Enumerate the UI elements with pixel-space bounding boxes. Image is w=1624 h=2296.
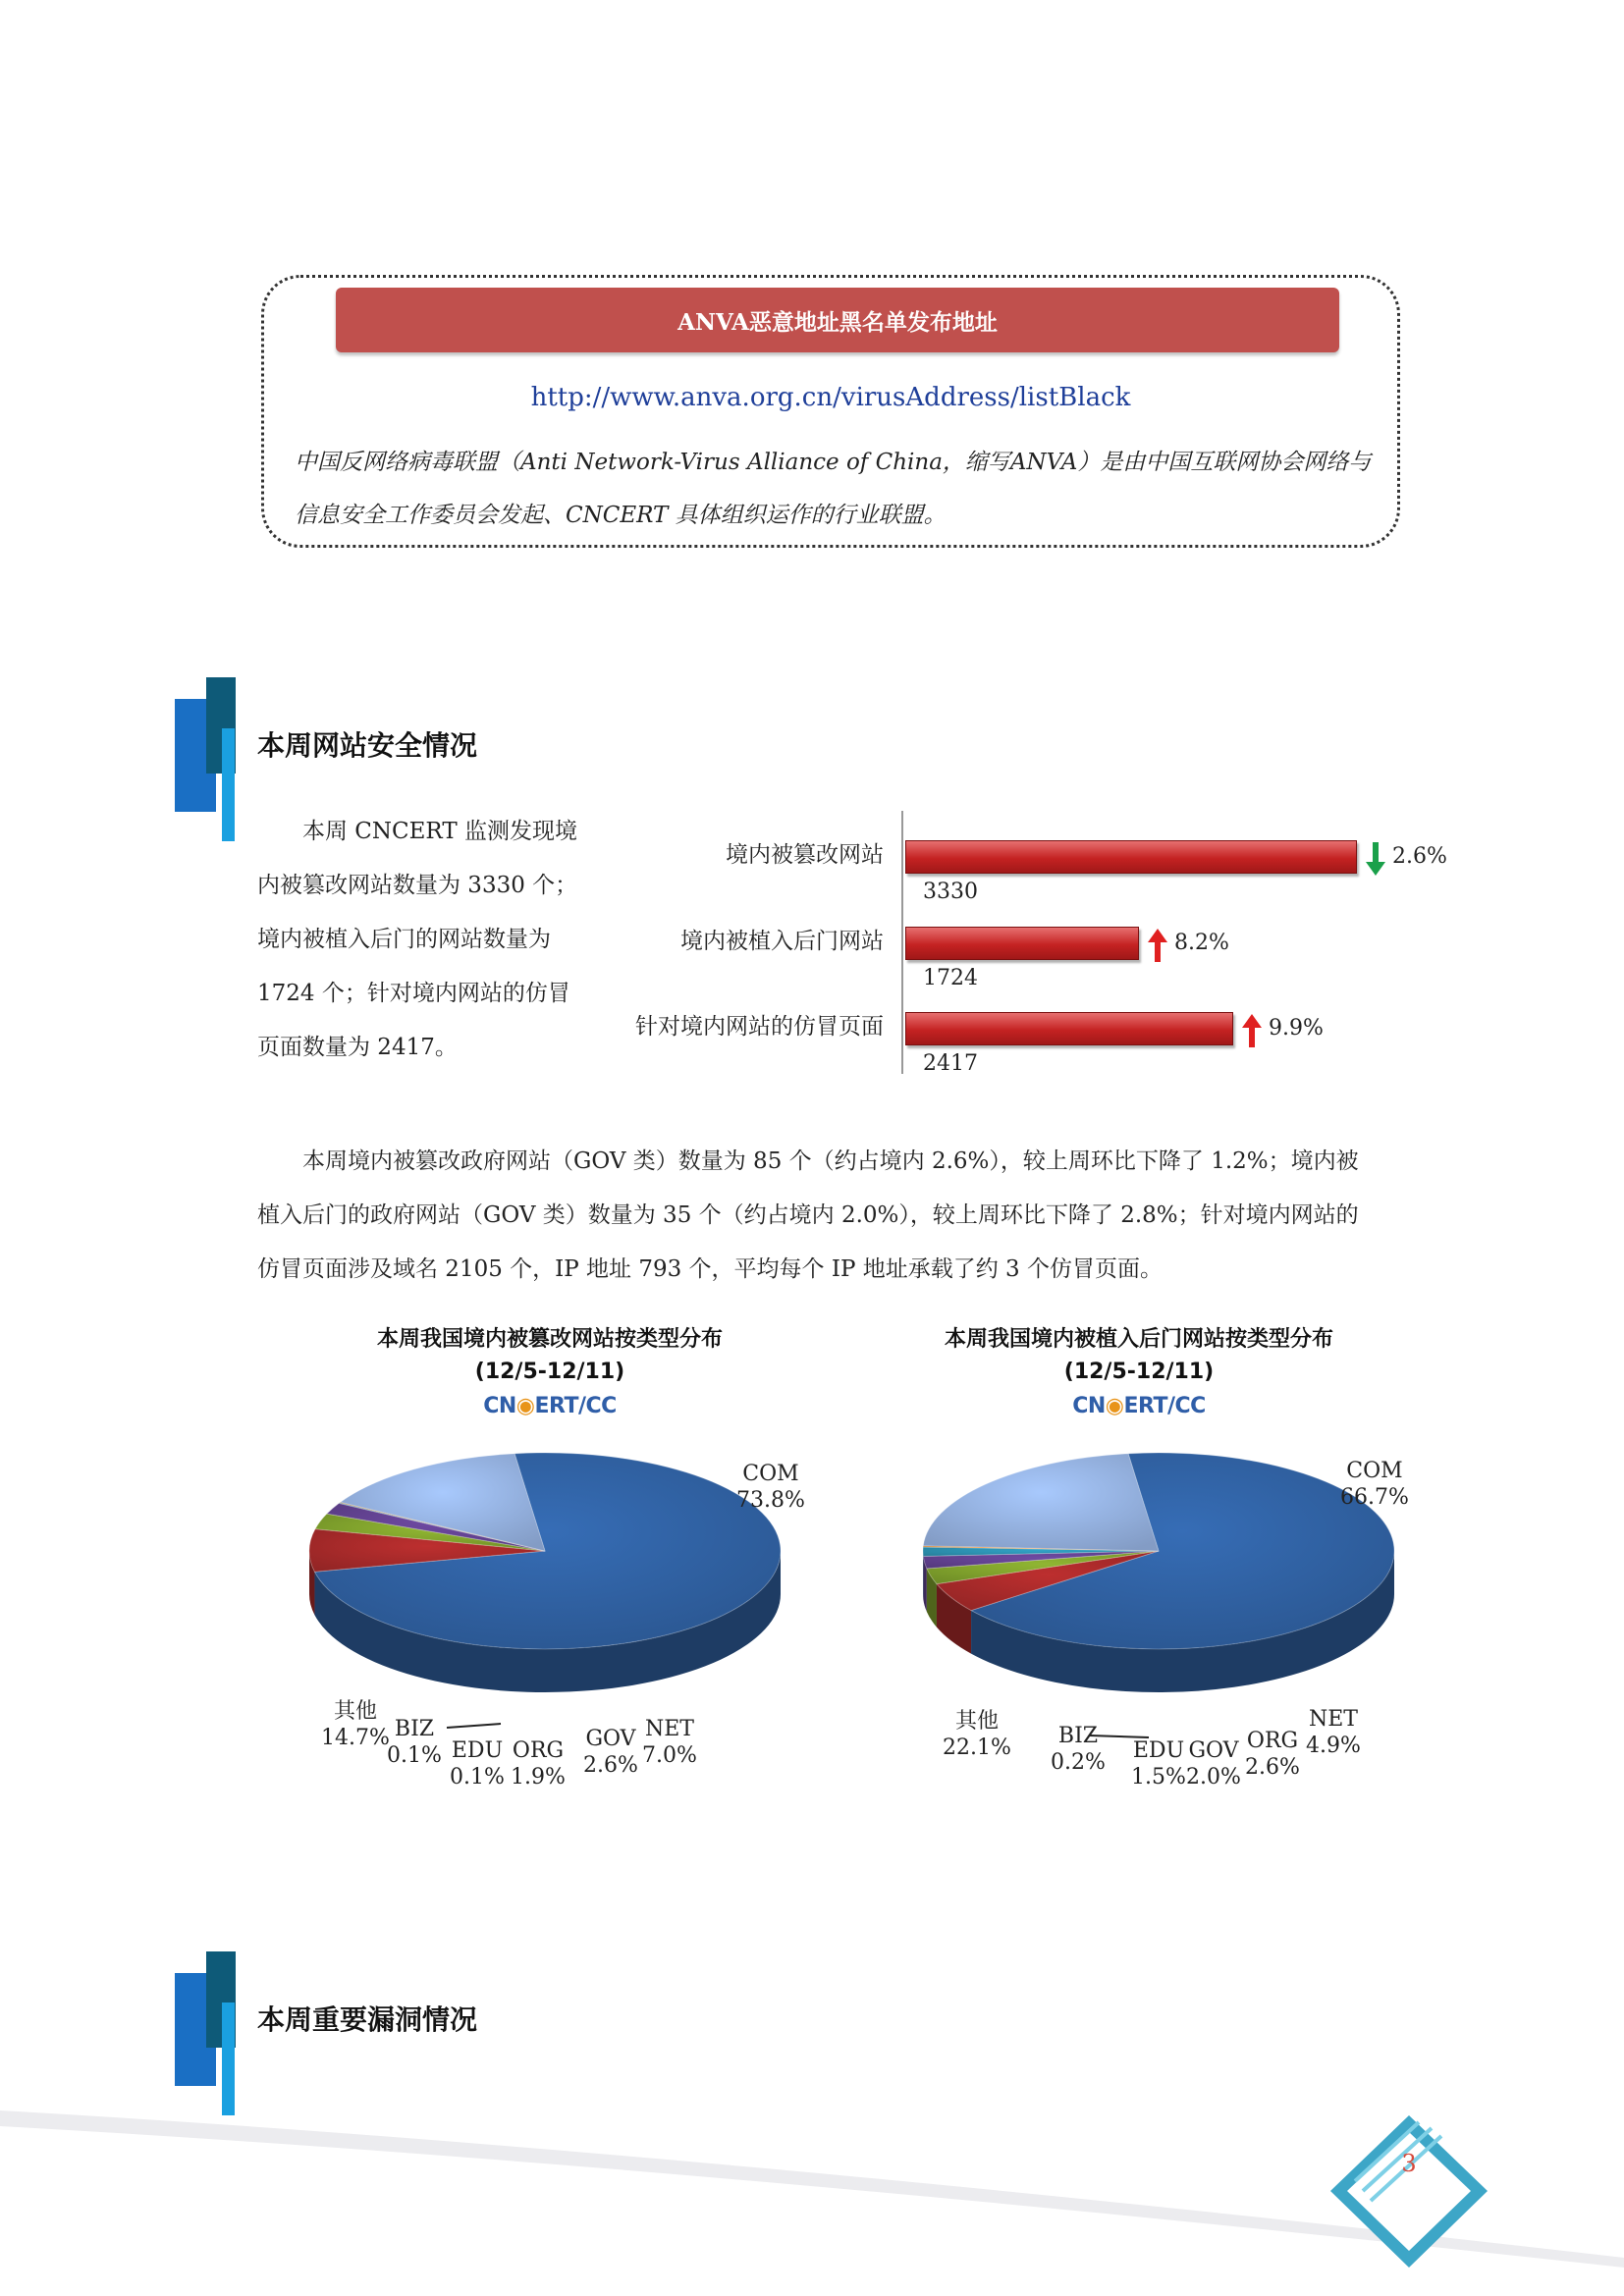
pie-label-value: 2.6% [1245, 1755, 1300, 1780]
bar-value-label: 1724 [923, 966, 978, 990]
bar-category-label: 境内被植入后门网站 [680, 929, 884, 954]
pie2-title: 本周我国境内被植入后门网站按类型分布 [944, 1327, 1333, 1352]
pie-label-name: EDU [451, 1738, 504, 1763]
pie-label-value: 4.9% [1306, 1734, 1361, 1758]
pie-label [316, 1698, 395, 1751]
pie-label [938, 1708, 1016, 1761]
pie-label-value: 0.1% [450, 1765, 505, 1789]
intro-line: 内被篡改网站数量为 3330 个； [257, 873, 578, 898]
page-number: 3 [1401, 2150, 1417, 2177]
bar-change-label: 8.2% [1174, 931, 1229, 955]
pie1-subtitle: (12/5-12/11) [474, 1360, 625, 1384]
pie-label-value: 73.8% [736, 1488, 805, 1513]
pie-label-name: ORG [512, 1738, 565, 1763]
intro-line: 1724 个；针对境内网站的仿冒 [257, 981, 570, 1006]
pie-label [571, 1726, 650, 1779]
paragraph-line: 植入后门的政府网站（GOV 类）数量为 35 个（约占境内 2.0%），较上周环比下降了 2.8%；针对境内网站的 [257, 1202, 1359, 1228]
intro-line: 页面数量为 2417。 [257, 1035, 458, 1060]
pie-label-name: EDU [1132, 1738, 1185, 1763]
bar-category-label: 境内被篡改网站 [726, 842, 884, 868]
pie-label-value: 1.5% [1131, 1765, 1186, 1789]
intro-line: 本周 CNCERT 监测发现境 [302, 819, 577, 844]
pie-label-name: BIZ [1057, 1724, 1099, 1748]
section-title-vulnerabilities: 本周重要漏洞情况 [257, 2003, 478, 2036]
pie-label-value: 7.0% [642, 1743, 697, 1768]
pie-label-name: COM [742, 1462, 799, 1486]
pie-label-name: ORG [1246, 1729, 1299, 1753]
bar-value-label: 2417 [923, 1051, 978, 1076]
pie-label-name: 其他 [333, 1699, 377, 1724]
anva-banner-title: ANVA恶意地址黑名单发布地址 [677, 308, 998, 336]
pie-label-value: 2.6% [583, 1753, 638, 1778]
bar-change-label: 2.6% [1392, 844, 1447, 869]
pie-label-value: 0.2% [1051, 1750, 1106, 1775]
bar-category-label: 针对境内网站的仿冒页面 [635, 1014, 884, 1040]
pie-label-name: GOV [1188, 1738, 1239, 1763]
pie1-title: 本周我国境内被篡改网站按类型分布 [376, 1327, 723, 1352]
paragraph-line: 仿冒页面涉及域名 2105 个，IP 地址 793 个，平均每个 IP 地址承载了约 3 个仿冒页面。 [257, 1256, 1163, 1282]
anva-description-line1: 中国反网络病毒联盟（Anti Network-Virus Alliance of China，缩写ANVA）是由中国互联网协会网络与 [295, 450, 1372, 475]
pie-label [1119, 1737, 1198, 1790]
bar-value-label: 3330 [923, 880, 978, 904]
pie-label-value: 14.7% [321, 1726, 390, 1750]
pie-label-name: BIZ [394, 1717, 435, 1741]
pie-label-value: 2.0% [1186, 1765, 1241, 1789]
pie-label [1335, 1458, 1414, 1511]
bar-change-label: 9.9% [1269, 1016, 1324, 1041]
section-title-website-security: 本周网站安全情况 [257, 729, 478, 762]
pie-leader-line [447, 1724, 501, 1728]
cncert-logo-1: CN◉ERT/CC [483, 1394, 617, 1418]
pie-label-name: NET [645, 1717, 694, 1741]
pie-label-value: 66.7% [1340, 1485, 1409, 1510]
cncert-logo-2: CN◉ERT/CC [1072, 1394, 1206, 1418]
pie-label-name: NET [1309, 1707, 1358, 1732]
pie-label [731, 1461, 810, 1514]
intro-line: 境内被植入后门的网站数量为 [257, 927, 551, 952]
pie-slice-其他 [923, 1454, 1159, 1551]
anva-url-link[interactable]: http://www.anva.org.cn/virusAddress/listBlack [530, 383, 1131, 412]
pie2-subtitle: (12/5-12/11) [1063, 1360, 1215, 1384]
pie-label-value: 22.1% [943, 1735, 1011, 1760]
pie-label-name: 其他 [954, 1709, 999, 1734]
pie-label-name: GOV [585, 1727, 636, 1751]
anva-description-line2: 信息安全工作委员会发起、CNCERT 具体组织运作的行业联盟。 [295, 503, 947, 528]
pie-label-value: 0.1% [387, 1743, 442, 1768]
pie-label-value: 1.9% [511, 1765, 566, 1789]
section-decoration [175, 1951, 244, 2118]
pie-label [1039, 1723, 1117, 1776]
page-number-diamond [1316, 2110, 1502, 2277]
pie-label-name: COM [1346, 1459, 1403, 1483]
paragraph-line: 本周境内被篡改政府网站（GOV 类）数量为 85 个（约占境内 2.6%），较上周环比下降了 1.2%；境内被 [302, 1148, 1359, 1174]
